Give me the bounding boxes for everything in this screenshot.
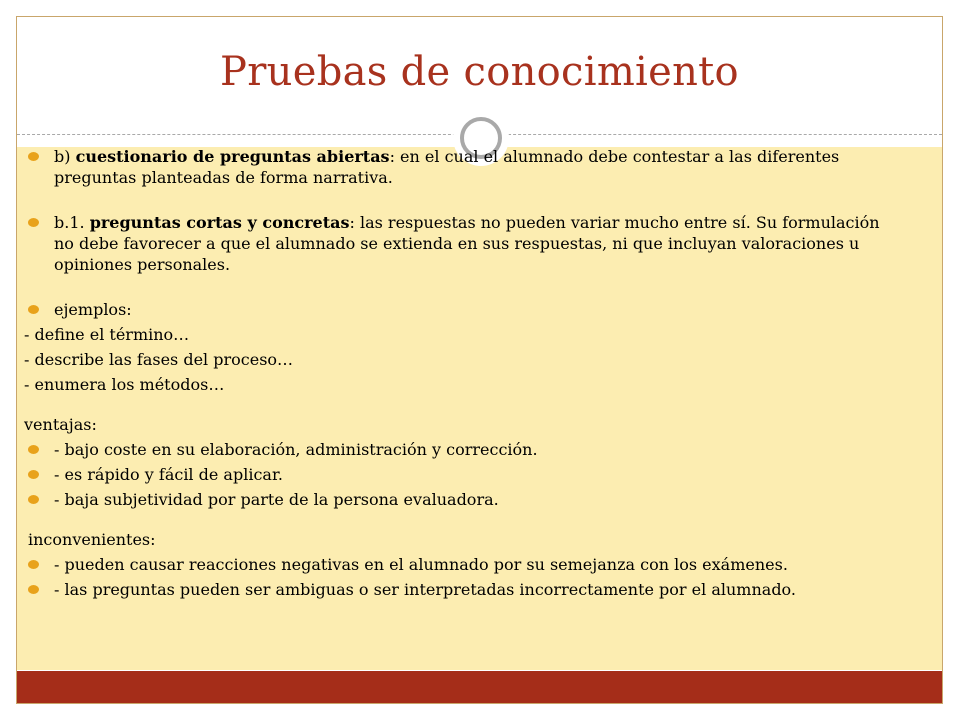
bullet1-prefix: b) xyxy=(54,147,76,166)
ventaja-item: - bajo coste en su elaboración, administración y corrección. xyxy=(24,439,884,460)
inconveniente-item: - las preguntas pueden ser ambiguas o ser interpretadas incorrectamente por el alumnado. xyxy=(24,579,884,600)
inconveniente-item: - pueden causar reacciones negativas en el alumnado por su semejanza con los exámenes. xyxy=(24,554,884,575)
footer-band xyxy=(17,671,942,704)
slide-title: Pruebas de conocimiento xyxy=(220,49,739,95)
bullet-cuestionario xyxy=(24,146,884,188)
slide-content xyxy=(24,146,884,600)
bullet1-bold: cuestionario de preguntas abiertas xyxy=(75,147,390,166)
bullet2-prefix: b.1. xyxy=(54,213,90,232)
ejemplo-item: - define el término… xyxy=(24,325,190,344)
ventaja-item: - es rápido y fácil de aplicar. xyxy=(24,464,884,485)
ventajas-label: ventajas: xyxy=(24,415,97,434)
bullet-preguntas-cortas xyxy=(24,212,884,275)
ejemplo-item: - enumera los métodos… xyxy=(24,375,225,394)
bullet1-text: : en el cual el alumnado debe contestar a las diferentes preguntas planteadas de forma narrativa. xyxy=(54,147,840,187)
ejemplo-item: - describe las fases del proceso… xyxy=(24,350,294,369)
ventaja-item: - baja subjetividad por parte de la persona evaluadora. xyxy=(24,489,884,510)
bullet-ejemplos: ejemplos: xyxy=(24,299,884,320)
bullet2-text: : las respuestas no pueden variar mucho entre sí. Su formulación no debe favorecer a que el alumnado se extienda en sus respuestas, ni que incluyan valoraciones u opiniones personales. xyxy=(54,213,880,274)
inconvenientes-label: inconvenientes: xyxy=(28,530,156,549)
bullet2-bold: preguntas cortas y concretas xyxy=(89,213,350,232)
